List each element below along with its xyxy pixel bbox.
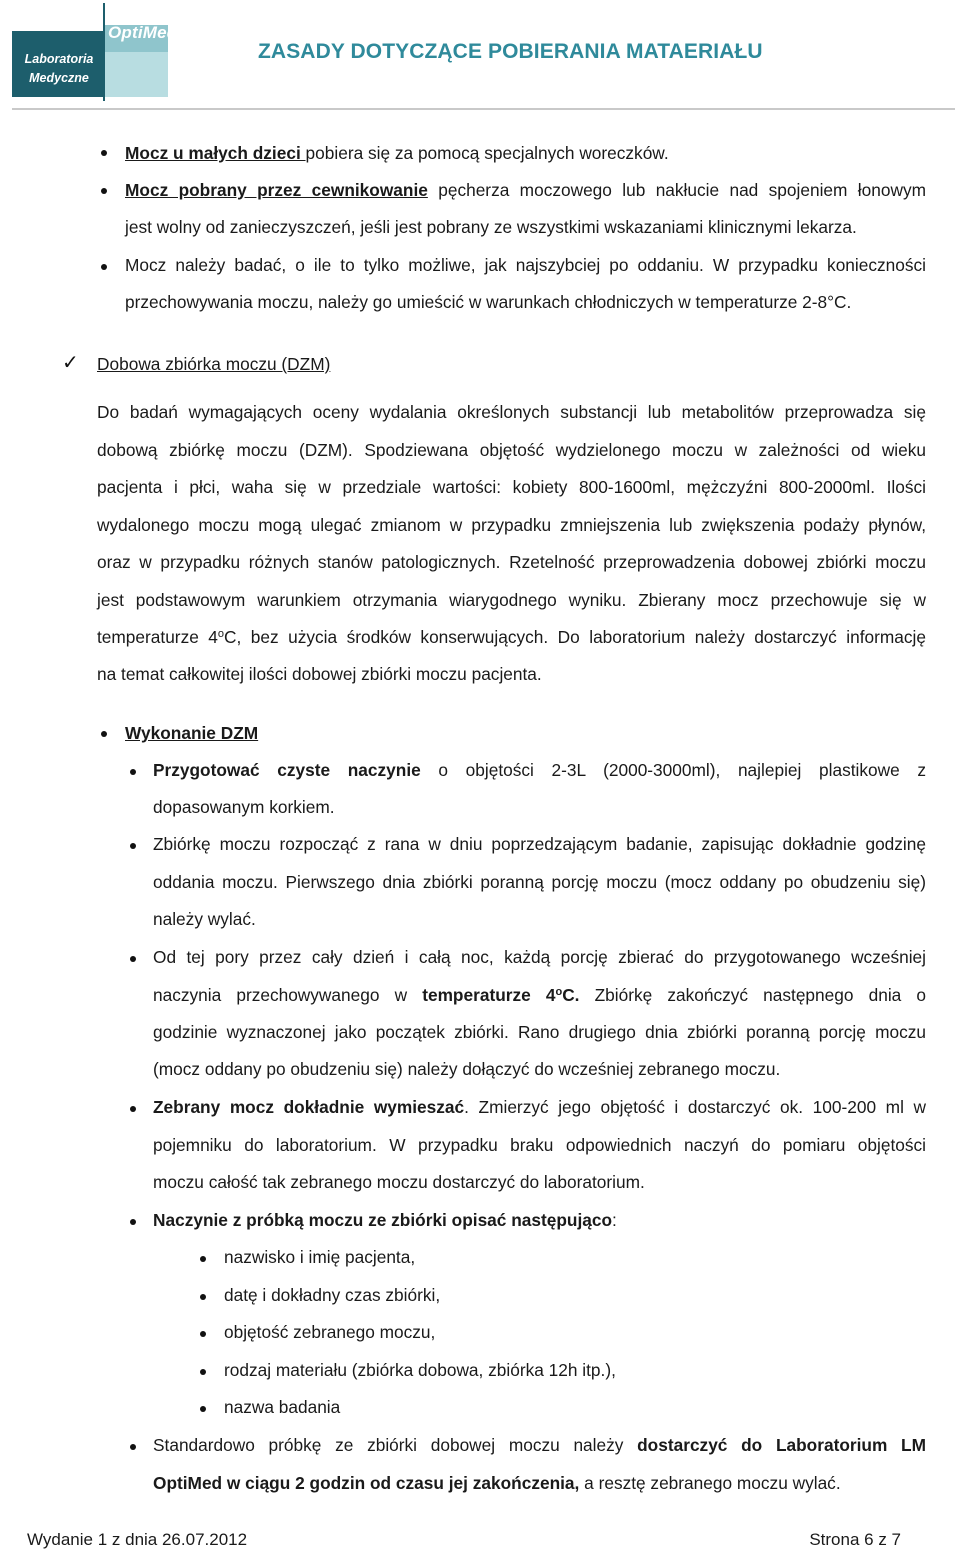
bullet-icon bbox=[130, 1219, 136, 1225]
item-test-asap: Mocz należy badać, o ile to tylko możliwe, jak najszybciej po oddaniu. W przypadku konieczności bbox=[125, 255, 926, 275]
section-heading-dzm: Dobowa zbiórka moczu (DZM) bbox=[97, 354, 331, 374]
step-start-line3: należy wylać. bbox=[153, 909, 256, 929]
step-mix-line2: pojemniku do laboratorium. W przypadku braku odpowiednich naczyń do pomiaru objętości bbox=[153, 1135, 926, 1155]
item-catheter: Mocz pobrany przez cewnikowanie pęcherza moczowego lub nakłucie nad spojeniem łonowym bbox=[125, 180, 926, 200]
bullet-icon bbox=[200, 1331, 206, 1337]
label-item: nazwisko i imię pacjenta, bbox=[224, 1247, 416, 1267]
bullet-icon bbox=[200, 1294, 206, 1300]
step-mix: Zebrany mocz dokładnie wymieszać. Zmierzyć jego objętość i dostarczyć ok. 100-200 ml w bbox=[153, 1097, 926, 1117]
dzm-para-line: wydalonego moczu mogą ulegać zmianom w przypadku zmniejszenia lub zwiększenia podaży płynów, bbox=[97, 515, 926, 535]
bullet-icon bbox=[130, 843, 136, 849]
step-start-line2: oddania moczu. Pierwszego dnia zbiórki poranną porcję moczu (mocz oddany po obudzeniu się) bbox=[153, 872, 926, 892]
logo-divider bbox=[103, 3, 105, 101]
bullet-icon bbox=[130, 1106, 136, 1112]
dzm-para-line: temperaturze 4$^o$C, bez użycia środków konserwujących. Do laboratorium należy dostarczyć informację bbox=[97, 627, 926, 647]
dzm-para-line: dobową zbiórkę moczu (DZM). Spodziewana objętość wydzielonego moczu w zależności od wieku bbox=[97, 440, 926, 460]
dzm-para-line: Do badań wymagających oceny wydalania określonych substancji lub metabolitów przeprowadza się bbox=[97, 402, 926, 422]
logo-block-lighter bbox=[104, 52, 168, 97]
bullet-icon bbox=[101, 188, 107, 194]
dzm-para-line: jest podstawowym warunkiem otrzymania wiarygodnego wyniku. Zbierany mocz przechowuje się w bbox=[97, 590, 926, 610]
step-deliver: Standardowo próbkę ze zbiórki dobowej moczu należy dostarczyć do Laboratorium LM bbox=[153, 1435, 927, 1455]
item-test-asap-line2: przechowywania moczu, należy go umieścić w warunkach chłodniczych w temperaturze 2-8°C. bbox=[125, 292, 852, 312]
bullet-icon bbox=[200, 1369, 206, 1375]
item-small-children: Mocz u małych dzieci pobiera się za pomocą specjalnych woreczków. bbox=[125, 143, 669, 163]
step-start: Zbiórkę moczu rozpocząć z rana w dniu poprzedzającym badanie, zapisując dokładnie godzinę bbox=[153, 834, 926, 854]
logo-subtitle bbox=[18, 50, 100, 88]
dzm-para-line: na temat całkowitej ilości dobowej zbiórki moczu pacjenta. bbox=[97, 664, 542, 684]
label-item: objętość zebranego moczu, bbox=[224, 1322, 436, 1342]
step-mix-line3: moczu całość tak zebranego moczu dostarczyć do laboratorium. bbox=[153, 1172, 645, 1192]
bullet-icon bbox=[200, 1406, 206, 1412]
bullet-icon bbox=[200, 1256, 206, 1262]
section-heading-wykonanie: Wykonanie DZM bbox=[125, 723, 259, 743]
label-item: rodzaj materiału (zbiórka dobowa, zbiórka 12h itp.), bbox=[224, 1360, 616, 1380]
step-deliver-line2: OptiMed w ciągu 2 godzin od czasu jej zakończenia, a resztę zebranego moczu wylać. bbox=[153, 1473, 841, 1493]
step-label: Naczynie z próbką moczu ze zbiórki opisać następująco: bbox=[153, 1210, 617, 1230]
step-collect: Od tej pory przez cały dzień i całą noc, każdą porcję zbierać do przygotowanego wcześniej bbox=[153, 947, 926, 967]
bullet-icon bbox=[101, 264, 107, 270]
dzm-para-line: oraz w przypadku różnych stanów patologicznych. Rzetelność przeprowadzenia dobowej zbiórki moczu bbox=[97, 552, 926, 572]
optimed-logo bbox=[12, 3, 178, 99]
bullet-icon bbox=[101, 150, 107, 156]
dzm-para-line: pacjenta i płci, waha się w przedziale wartości: kobiety 800-1600ml, mężczyźni 800-2000ml. Ilości bbox=[97, 477, 926, 497]
footer-page-number: Strona 6 z 7 bbox=[809, 1530, 901, 1549]
label-item: datę i dokładny czas zbiórki, bbox=[224, 1285, 441, 1305]
item-catheter-line2: jest wolny od zanieczyszczeń, jeśli jest pobrany ze wszystkimi wskazaniami klinicznymi lekarza. bbox=[125, 217, 857, 237]
header-divider bbox=[12, 108, 955, 110]
footer-edition: Wydanie 1 z dnia 26.07.2012 bbox=[27, 1530, 248, 1549]
bullet-icon bbox=[101, 731, 107, 737]
label-item: nazwa badania bbox=[224, 1397, 341, 1417]
logo-line-1: Laboratoria bbox=[24, 52, 94, 66]
logo-brand: OptiMed bbox=[108, 23, 178, 42]
page-title: ZASADY DOTYCZĄCE POBIERANIA MATAERIAŁU bbox=[258, 40, 763, 63]
bullet-icon bbox=[130, 956, 136, 962]
step-prepare: Przygotować czyste naczynie o objętości 2-3L (2000-3000ml), najlepiej plastikowe z bbox=[153, 760, 926, 780]
step-collect-line3: godzinie wyznaczonej jako początek zbiórki. Rano drugiego dnia zbiórki poranną porcję moczu bbox=[153, 1022, 926, 1042]
step-collect-line4: (mocz oddany po obudzeniu się) należy dołączyć do wcześniej zebranego moczu. bbox=[153, 1059, 781, 1079]
step-collect-line2: naczynia przechowywanego w temperaturze 4$^o$C. Zbiórkę zakończyć następnego dnia o bbox=[153, 985, 927, 1005]
checkmark-icon: ✓ bbox=[62, 352, 79, 374]
bullet-icon bbox=[130, 1444, 136, 1450]
logo-line-2: Medyczne bbox=[29, 71, 89, 85]
bullet-icon bbox=[130, 769, 136, 775]
step-prepare-line2: dopasowanym korkiem. bbox=[153, 797, 335, 817]
